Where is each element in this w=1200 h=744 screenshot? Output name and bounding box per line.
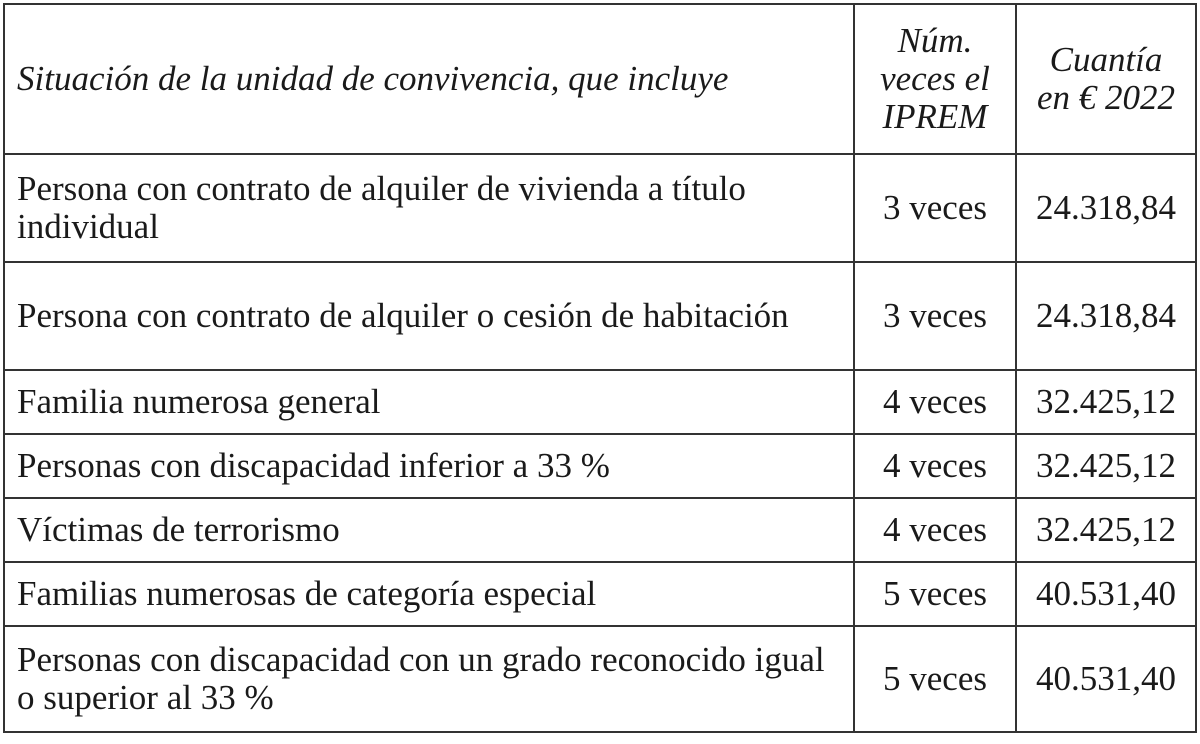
header-situation: Situación de la unidad de convivencia, que incluye <box>4 4 854 154</box>
row-amount: 24.318,84 <box>1016 154 1196 262</box>
header-amount <box>1016 4 1196 154</box>
table-row <box>4 626 1196 732</box>
table-row <box>4 370 1196 434</box>
table-row <box>4 154 1196 262</box>
row-situation: Familia numerosa general <box>4 370 854 434</box>
row-situation: Víctimas de terrorismo <box>4 498 854 562</box>
row-situation: Personas con discapacidad inferior a 33 % <box>4 434 854 498</box>
table-row <box>4 562 1196 626</box>
row-times: 4 veces <box>854 498 1016 562</box>
row-situation: Familias numerosas de categoría especial <box>4 562 854 626</box>
row-situation: Personas con discapacidad con un grado reconocido igual o superior al 33 % <box>4 626 854 732</box>
header-amount-line-1: Cuantía <box>1049 40 1163 79</box>
table-header-row <box>4 4 1196 154</box>
row-times: 3 veces <box>854 262 1016 370</box>
row-amount: 24.318,84 <box>1016 262 1196 370</box>
table-row <box>4 498 1196 562</box>
header-iprem-line-2: veces el <box>880 59 990 98</box>
row-amount: 32.425,12 <box>1016 498 1196 562</box>
header-iprem-multiple <box>854 4 1016 154</box>
row-times: 5 veces <box>854 562 1016 626</box>
header-iprem-line-3: IPREM <box>882 97 988 136</box>
row-situation: Persona con contrato de alquiler de vivienda a título individual <box>4 154 854 262</box>
row-times: 3 veces <box>854 154 1016 262</box>
table-row <box>4 434 1196 498</box>
row-amount: 32.425,12 <box>1016 370 1196 434</box>
row-situation: Persona con contrato de alquiler o cesión de habitación <box>4 262 854 370</box>
row-amount: 40.531,40 <box>1016 562 1196 626</box>
header-iprem-line-1: Núm. <box>897 21 973 60</box>
row-times: 4 veces <box>854 434 1016 498</box>
table-row <box>4 262 1196 370</box>
header-amount-line-2: en € 2022 <box>1036 78 1176 117</box>
row-times: 4 veces <box>854 370 1016 434</box>
row-amount: 32.425,12 <box>1016 434 1196 498</box>
iprem-income-table <box>3 3 1197 733</box>
row-amount: 40.531,40 <box>1016 626 1196 732</box>
row-times: 5 veces <box>854 626 1016 732</box>
